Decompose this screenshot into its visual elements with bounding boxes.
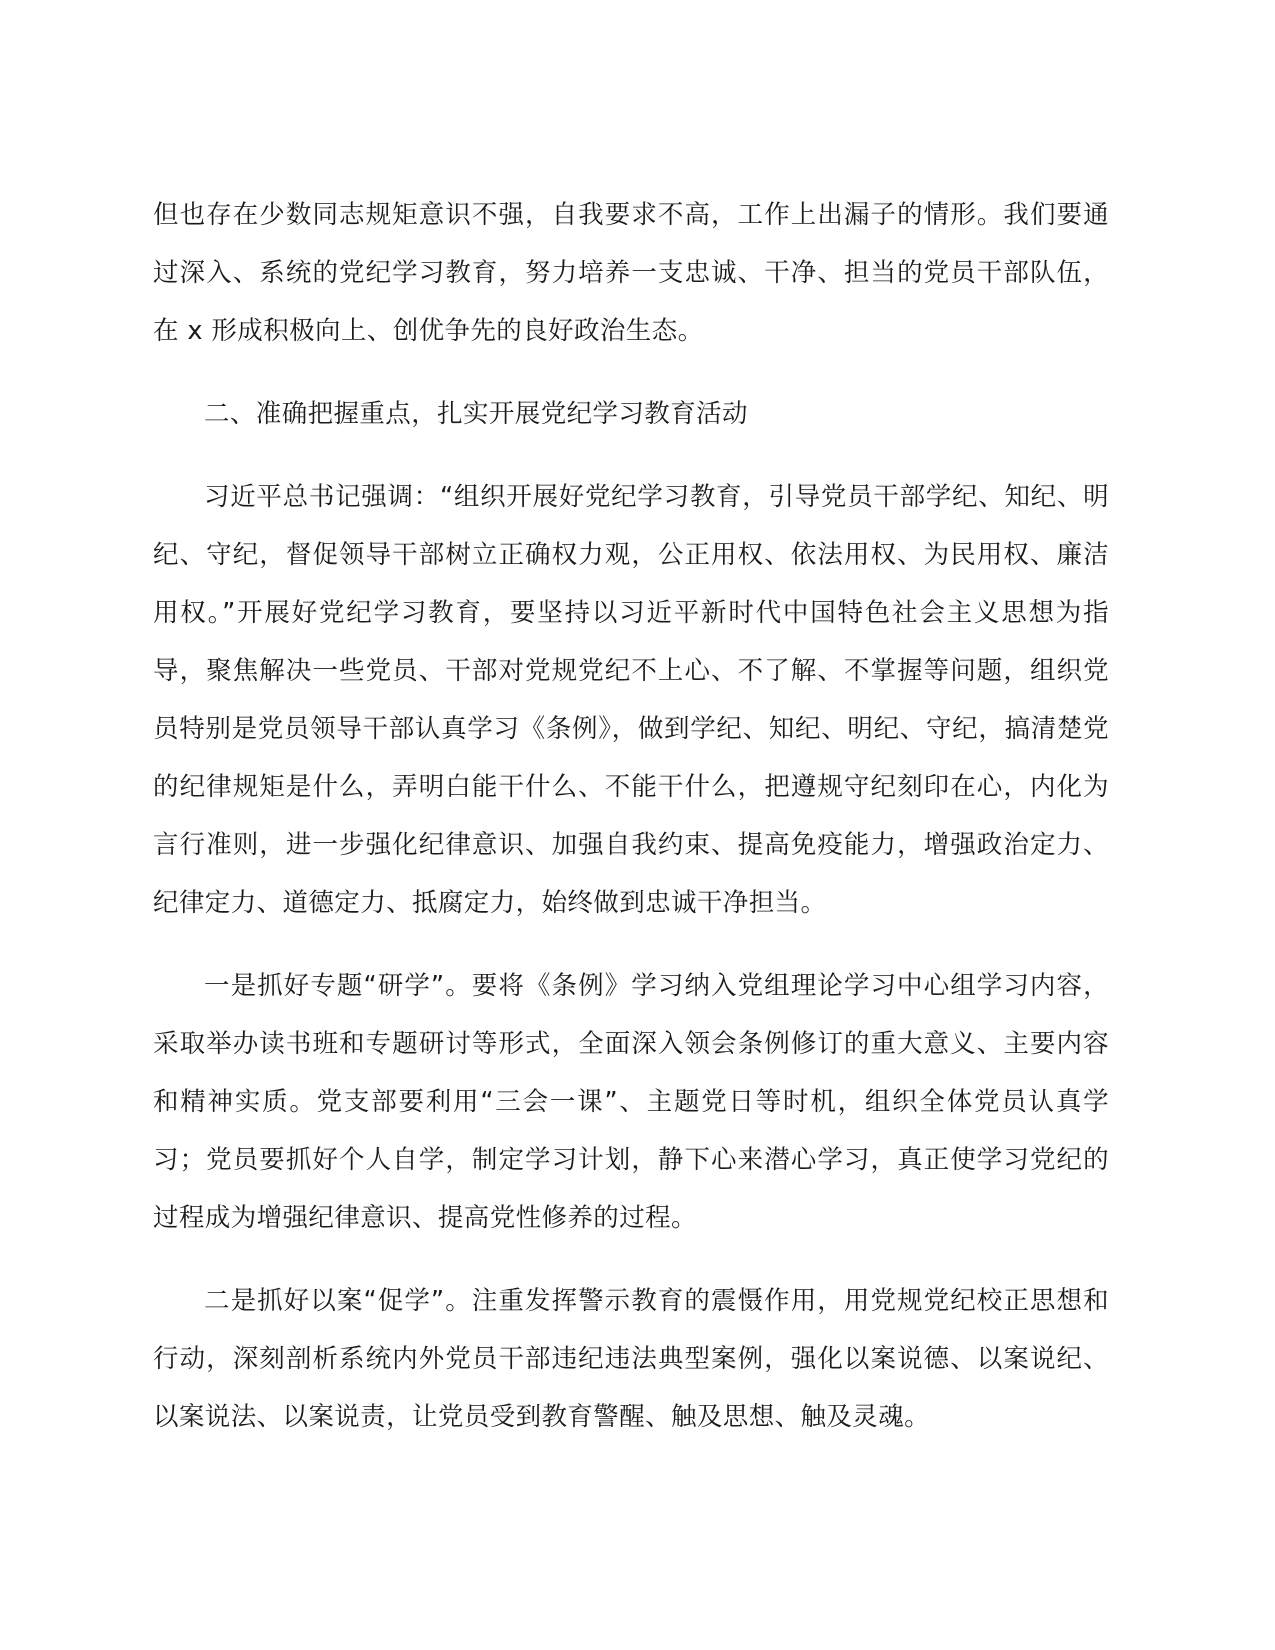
paragraph-point-one: 一是抓好专题“研学”。要将《条例》学习纳入党组理论学习中心组学习内容，采取举办读书班和专题研讨等形式，全面深入领会条例修订的重大意义、主要内容和精神实质。党支部要利用“三会一课”、主题党日等时机，组织全体党员认真学习；党员要抓好个人自学，制定学习计划，静下心来潜心学习，真正使学习党纪的过程成为增强纪律意识、提高党性修养的过程。	[153, 971, 1109, 1233]
paragraph-point-two: 二是抓好以案“促学”。注重发挥警示教育的震慑作用，用党规党纪校正思想和行动，深刻剖析系统内外党员干部违纪违法典型案例，强化以案说德、以案说纪、以案说法、以案说责，让党员受到教育警醒、触及思想、触及灵魂。	[153, 1286, 1109, 1432]
paragraph-quote: 习近平总书记强调：“组织开展好党纪学习教育，引导党员干部学纪、知纪、明纪、守纪，督促领导干部树立正确权力观，公正用权、依法用权、为民用权、廉洁用权。”开展好党纪学习教育，要坚持以习近平新时代中国特色社会主义思想为指导，聚焦解决一些党员、干部对党规党纪不上心、不了解、不掌握等问题，组织党员特别是党员领导干部认真学习《条例》，做到学纪、知纪、明纪、守纪，搞清楚党的纪律规矩是什么，弄明白能干什么、不能干什么，把遵规守纪刻印在心，内化为言行准则，进一步强化纪律意识、加强自我约束、提高免疫能力，增强政治定力、纪律定力、道德定力、抵腐定力，始终做到忠诚干净担当。	[153, 482, 1109, 918]
section-heading: 二、准确把握重点，扎实开展党纪学习教育活动	[204, 399, 748, 429]
document-body	[153, 186, 1109, 1471]
paragraph-intro-continuation: 但也存在少数同志规矩意识不强，自我要求不高，工作上出漏子的情形。我们要通过深入、系统的党纪学习教育，努力培养一支忠诚、干净、担当的党员干部队伍，在 x 形成积极向上、创优争先的良好政治生态。	[153, 200, 1109, 346]
